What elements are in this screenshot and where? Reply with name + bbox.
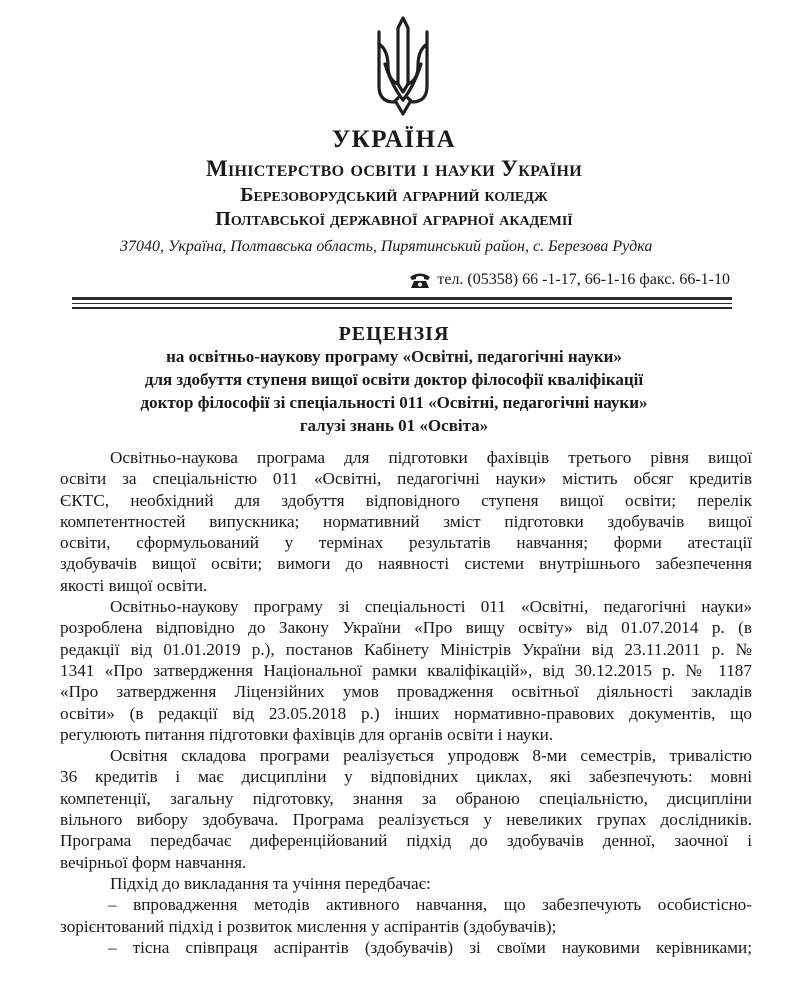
body-line: регулюють питання підготовки фахівців для органів освіти і науки. — [60, 724, 554, 744]
body-line: 36 кредитів і має дисципліни у відповідних циклах, які забезпечують: мовні — [60, 767, 752, 787]
postal-address: 37040, Україна, Полтавська область, Пирятинський район, с. Березова Рудка — [120, 238, 653, 255]
body-line: «Про затвердження Ліцензійних умов провадження освітньої діяльності закладів — [60, 682, 752, 702]
body-line: здобувачів вищої освіти; вимоги до наявності системи внутрішнього забезпечення — [60, 554, 752, 574]
academy-name: Полтавської державної аграрної академії — [215, 208, 573, 230]
body-line: – тісна співпраця аспірантів (здобувачів) зі своїми науковими керівниками; — [108, 937, 752, 957]
header-divider — [72, 297, 732, 309]
body-line: розроблена відповідно до Закону України «Про вищу освіту» від 01.07.2014 р. (в — [60, 618, 752, 638]
subtitle-line: доктор філософії зі спеціальності 011 «Освітні, педагогічні науки» — [140, 393, 648, 412]
contact-line — [409, 271, 730, 289]
body-line: якості вищої освіти. — [60, 575, 208, 595]
body-line: освіти» (в редакції від 23.05.2018 р.) інших нормативно-правових документів, що — [60, 703, 752, 723]
body-line: – впровадження методів активного навчання, що забезпечують особистісно- — [108, 895, 752, 915]
body-line: зорієнтований підхід і розвиток мислення у аспірантів (здобувачів); — [60, 916, 557, 936]
body-line: 1341 «Про затвердження Національної рамки кваліфікацій», від 30.12.2015 р. № 1187 — [60, 660, 752, 680]
body-line: Освітня складова програми реалізується упродовж 8-ми семестрів, тривалістю — [110, 746, 752, 766]
body-line: освіти за спеціальністю 011 «Освітні, педагогічні науки» містить обсяг кредитів — [60, 469, 752, 489]
subtitle-line: галузі знань 01 «Освіта» — [299, 416, 489, 435]
body-line: редакції від 01.01.2019 р.), постанов Кабінету Міністрів України від 23.11.2011 р. № — [60, 639, 752, 659]
body-line: Освітньо-наукову програму зі спеціальності 011 «Освітні, педагогічні науки» — [110, 597, 752, 617]
college-name: Березоворудський аграрний коледж — [240, 184, 548, 206]
body-line: ЄКТС, необхідний для здобуття відповідного ступеня вищої освіти; перелік — [60, 490, 752, 510]
body-line: вільного вибору здобувача. Програма реалізується у невеликих групах дослідників. — [60, 810, 752, 830]
document-subtitle — [0, 345, 788, 437]
body-line: компетентностей випускника; нормативний зміст підготовки здобувачів вищої — [60, 511, 752, 531]
ministry-name: Міністерство освіти і науки України — [205, 156, 583, 181]
body-line: Програма передбачає диференційований підхід до здобувачів денної, заочної і — [60, 831, 752, 851]
body-line: компетенції, загальну підготовку, знання за обраною спеціальністю, дисципліни — [60, 788, 752, 808]
body-line: вечірньої форм навчання. — [60, 852, 247, 872]
document-title: РЕЦЕНЗІЯ — [338, 323, 450, 345]
subtitle-line: на освітньо-наукову програму «Освітні, педагогічні науки» — [166, 347, 622, 366]
country-name: УКРАЇНА — [331, 126, 457, 153]
body-line: Освітньо-наукова програма для підготовки фахівців третього рівня вищої — [110, 448, 752, 467]
contact-text: тел. (05358) 66 -1-17, 66-1-16 факс. 66-1-10 — [437, 271, 730, 288]
subtitle-line: для здобуття ступеня вищої освіти доктор філософії кваліфікації — [144, 370, 644, 389]
body-line: Підхід до викладання та учіння передбачає: — [110, 873, 431, 893]
telephone-icon — [409, 271, 431, 289]
document-body — [60, 447, 752, 958]
body-line: освіти, сформульований у термінах результатів навчання; форми атестації — [60, 533, 752, 553]
trident-emblem-icon — [374, 14, 432, 118]
